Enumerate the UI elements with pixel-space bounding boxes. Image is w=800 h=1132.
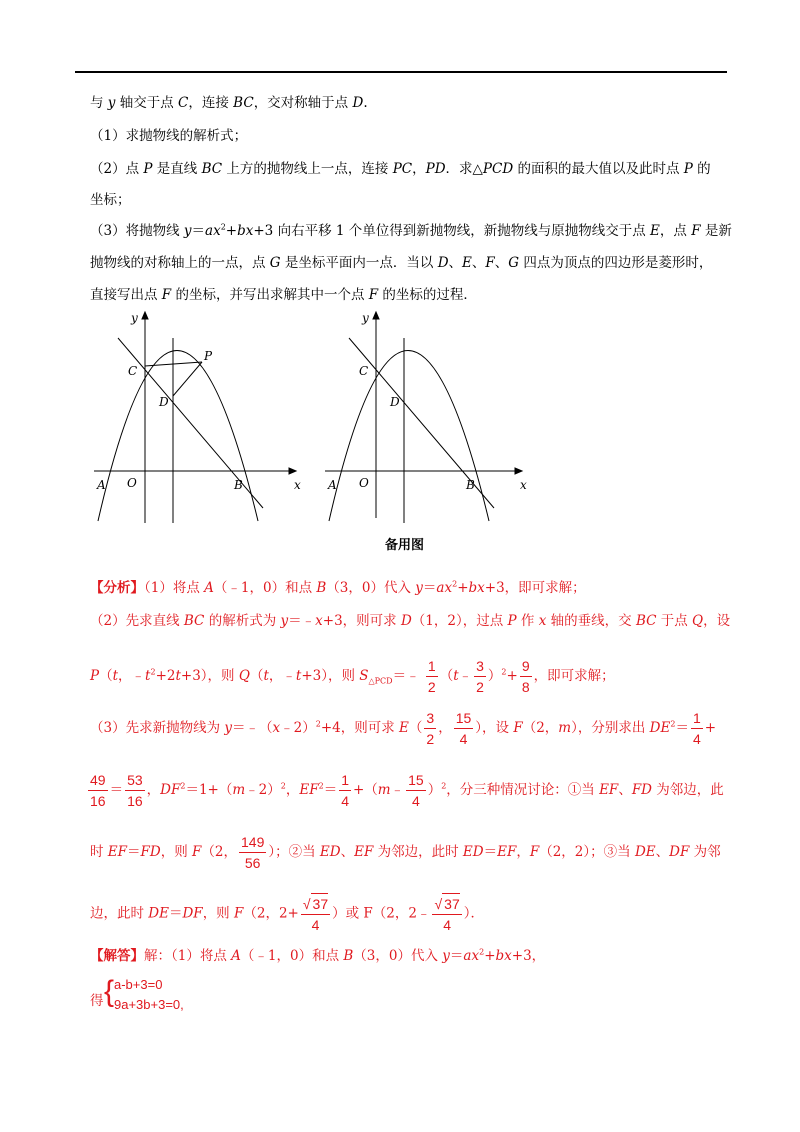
label-x-2: x: [520, 478, 527, 492]
figure-caption: 备用图: [385, 537, 425, 552]
analysis-line-2: （2）先求直线 BC 的解析式为 y＝﹣x+3，则可求 D（1，2），过点 P 作 x 轴的垂线，交 BC 于点 Q，设: [90, 613, 731, 629]
label-d-2: D: [390, 395, 400, 409]
analysis-line-5: $\frac{49}{16}$ ＝ $\frac{53}{16}$ ，$DF^2=1+(m﹣2)^2$，$EF^2=$ $\frac{1}{4}$ +（m﹣ $\frac{15}{4}$ ）$^2$，分三种情况讨论：①当 EF、FD 为邻边，此: [90, 772, 724, 809]
label-p: P: [204, 349, 213, 363]
figure-spare: [325, 312, 522, 523]
question-3-line-3: 直接写出点 F 的坐标，并写出求解其中一个点 F 的坐标的过程．: [90, 287, 477, 303]
segment-pd: [173, 362, 202, 396]
problem-line-0: 与 y 轴交于点 C，连接 BC，交对称轴于点 D.: [90, 95, 368, 111]
figure-main-labels: [96, 311, 301, 492]
label-o-2: O: [359, 476, 369, 490]
fraction-9-8: $\frac{9}{8}$: [521, 658, 530, 695]
label-y: y: [131, 311, 138, 325]
fraction-149-56: $\frac{149}{56}$: [241, 834, 265, 871]
fraction-sqrt37-4: $\frac{√ 37}{4}$: [301, 893, 330, 935]
fraction-49-16: $\frac{49}{16}$: [90, 772, 106, 809]
label-b: B: [234, 478, 243, 492]
fraction-sqrt37-4-b: $\frac{√ 37}{4}$: [432, 893, 461, 935]
fraction-1-4: $\frac{1}{4}$: [692, 710, 701, 747]
analysis-line-3: P（t，$﹣t^2+2t+3$），则 Q（t，﹣t+3），则 $S_{\triangle PCD}=﹣$ $\frac{1}{2}$ （t﹣ $\frac{3}{2}$ ）$^2$+ $\frac{9}{8}$ ，即可求解；: [90, 658, 615, 695]
label-b-2: B: [466, 478, 475, 492]
fraction-1-2: $\frac{1}{2}$: [427, 658, 436, 695]
parabola-2: [329, 351, 489, 522]
figure-main: [94, 312, 296, 523]
question-2-line-2: 坐标；: [90, 192, 131, 208]
fraction-15-4: $\frac{15}{4}$: [455, 710, 472, 747]
analysis-line-6: 时 EF＝FD，则 F（2， $\frac{149}{56}$ ）；②当 ED、EF 为邻边，此时 ED＝EF，F（2，2）；③当 DE、DF 为邻: [90, 834, 721, 871]
parabola: [98, 351, 258, 522]
question-1: （1）求抛物线的解析式；: [90, 128, 248, 144]
question-2-line-1: （2）点 P 是直线 BC 上方的抛物线上一点，连接 PC，PD．求△PCD 的面积的最大值以及此时点 P 的: [90, 161, 711, 177]
question-3-line-2: 抛物线的对称轴上的一点，点 G 是坐标平面内一点．当以 D、E、F、G 四点为顶点的四边形是菱形时，: [90, 255, 713, 271]
analysis-line-1: 【分析】（1）将点 A（﹣1，0）和点 B（3，0）代入 $y=ax^2+bx+3$，即可求解；: [90, 579, 586, 596]
label-c: C: [128, 364, 138, 378]
fraction-3-2-e: $\frac{3}{2}$: [426, 710, 435, 747]
header-rule: [75, 71, 727, 73]
equation-1: a-b+3=0: [114, 977, 163, 992]
brace: {: [104, 975, 115, 1008]
x-axis-arrow-2: [515, 468, 522, 474]
label-d: D: [159, 395, 169, 409]
figure-spare-labels: [327, 311, 527, 492]
label-x: x: [294, 478, 301, 492]
figures: [0, 308, 800, 548]
label-c-2: C: [359, 364, 369, 378]
label-y-2: y: [362, 311, 369, 325]
y-axis-arrow-2: [373, 312, 379, 319]
answer-line-1: 【解答】解：（1）将点 A（﹣1，0）和点 B（3，0）代入 $y=ax^2+bx+3$，: [90, 947, 546, 964]
analysis-line-7: 边，此时 DE＝DF，则 F（2，2+ $\frac{√ 37}{4}$ ）或 F（2，2﹣ $\frac{√ 37}{4}$ ）．: [90, 893, 484, 935]
question-3-line-1: （3）将抛物线 $y=ax^2+bx+3$ 向右平移 1 个单位得到新抛物线，新抛物线与原抛物线交于点 E，点 F 是新: [90, 222, 732, 239]
equation-2: 9a+3b+3=0,: [114, 997, 184, 1012]
label-a-2: A: [328, 478, 337, 492]
analysis-line-4: （3）先求新抛物线为 y＝﹣（x﹣2）$^2$+4，则可求 E（ $\frac{3}{2}$ ， $\frac{15}{4}$ ），设 F（2，m），分别求出 $DE^2=$ $\frac{1}{4}$ +: [90, 710, 717, 747]
y-axis-arrow: [142, 312, 148, 319]
fraction-3-2: $\frac{3}{2}$: [476, 658, 484, 695]
label-o: O: [127, 476, 137, 490]
label-a: A: [97, 478, 106, 492]
fraction-53-16: $\frac{53}{16}$: [127, 772, 143, 809]
fraction-15-4-b: $\frac{15}{4}$: [408, 772, 424, 809]
x-axis-arrow: [289, 468, 296, 474]
fraction-1-4-b: $\frac{1}{4}$: [341, 772, 349, 809]
